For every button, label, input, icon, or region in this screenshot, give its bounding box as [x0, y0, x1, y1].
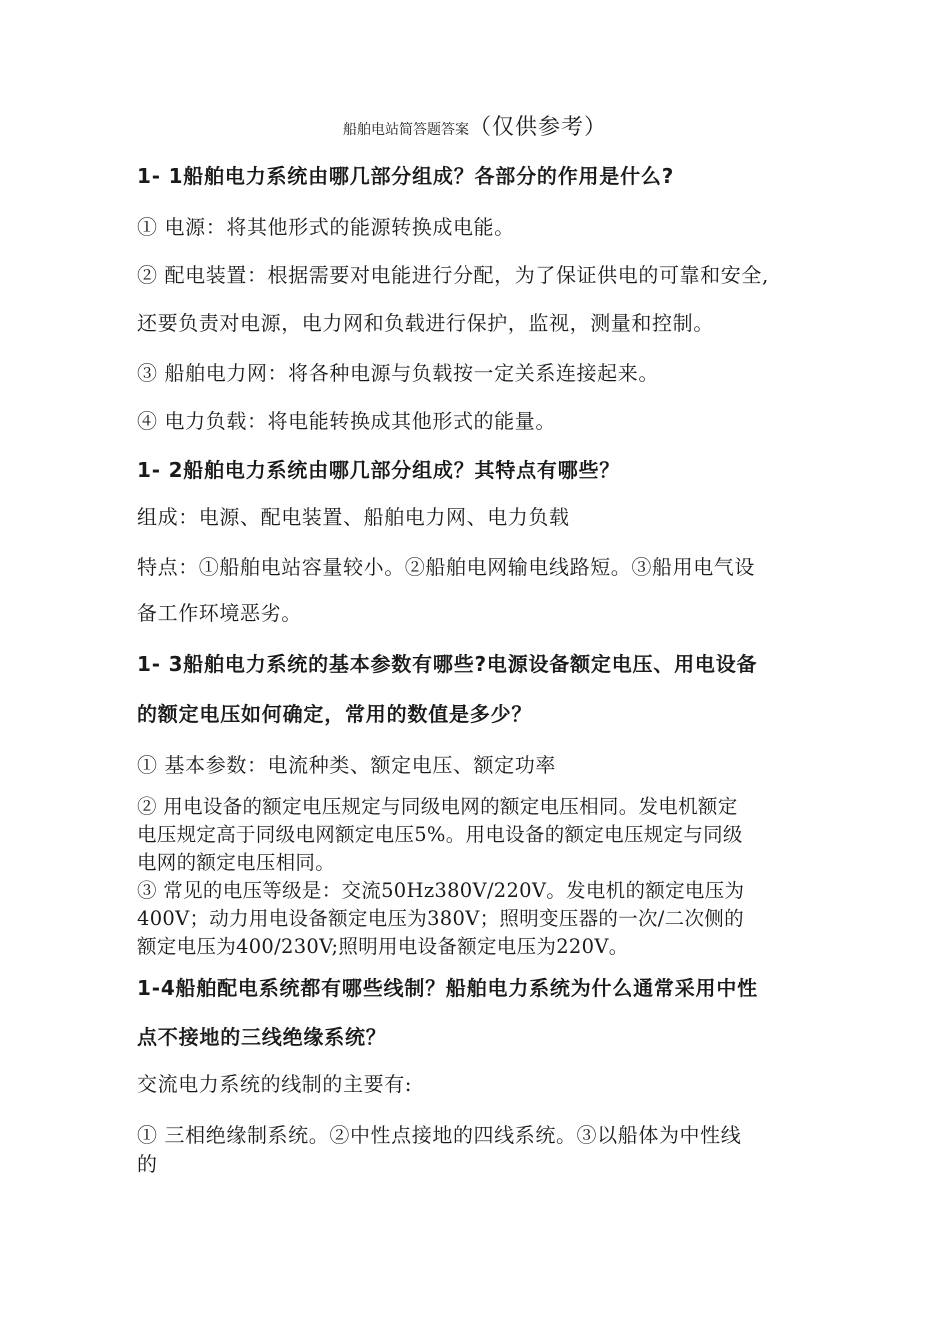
answer-1-2-features-line-2: 备工作环境恶劣。 [137, 601, 302, 625]
answer-1-1-item-1: ① 电源：将其他形式的能源转换成电能。 [137, 215, 515, 239]
document-title [0, 110, 950, 141]
answer-1-4-intro: 交流电力系统的线制的主要有: [137, 1072, 413, 1096]
title-note: （仅供参考） [468, 115, 607, 140]
question-1-3-line-2: 的额定电压如何确定，常用的数值是多少？ [137, 702, 533, 726]
answer-1-3-item-1: ① 基本参数：电流种类、额定电压、额定功率 [137, 753, 556, 777]
question-1-3-line-1: 1- 3船舶电力系统的基本参数有哪些?电源设备额定电压、用电设备 [137, 652, 758, 676]
answer-1-3-item-3-line-1: ③ 常见的电压等级是：交流50Hz380V/220V。发电机的额定电压为 [137, 879, 745, 902]
title-main: 船舶电站简答题答案 [342, 122, 469, 138]
question-1-4-line-1: 1-4船舶配电系统都有哪些线制？船舶电力系统为什么通常采用中性 [137, 976, 758, 1000]
answer-1-3-item-2-line-3: 电网的额定电压相同。 [137, 851, 336, 874]
answer-1-3-item-2-line-1: ② 用电设备的额定电压规定与同级电网的额定电压相同。发电机额定 [137, 795, 738, 818]
answer-1-2-features-line-1: 特点：①船舶电站容量较小。②船舶电网输电线路短。③船用电气设 [137, 555, 755, 579]
answer-1-2-composition: 组成：电源、配电装置、船舶电力网、电力负载 [137, 505, 570, 529]
question-1-4-line-2: 点不接地的三线绝缘系统？ [137, 1025, 387, 1049]
question-1-1: 1- 1船舶电力系统由哪几部分组成？各部分的作用是什么? [137, 164, 675, 188]
answer-1-4-item-1-line-2: 的 [137, 1152, 158, 1176]
answer-1-1-item-2-line-1: ② 配电装置：根据需要对电能进行分配，为了保证供电的可靠和安全, [137, 263, 769, 287]
answer-1-1-item-3: ③ 船舶电力网：将各种电源与负载按一定关系连接起来。 [137, 361, 659, 385]
answer-1-1-item-2-line-2: 还要负责对电源，电力网和负载进行保护，监视，测量和控制。 [137, 311, 714, 335]
answer-1-3-item-3-line-2: 400V；动力用电设备额定电压为380V；照明变压器的一次/二次侧的 [137, 907, 744, 930]
answer-1-1-item-4: ④ 电力负载：将电能转换成其他形式的能量。 [137, 409, 556, 433]
answer-1-3-item-3-line-3: 额定电压为400/230V;照明用电设备额定电压为220V。 [137, 935, 629, 958]
answer-1-4-item-1-line-1: ① 三相绝缘制系统。②中性点接地的四线系统。③以船体为中性线 [137, 1123, 742, 1147]
question-1-2: 1- 2船舶电力系统由哪几部分组成？其特点有哪些？ [137, 458, 621, 482]
answer-1-3-item-2-line-2: 电压规定高于同级电网额定电压5%。用电设备的额定电压规定与同级 [137, 823, 743, 846]
